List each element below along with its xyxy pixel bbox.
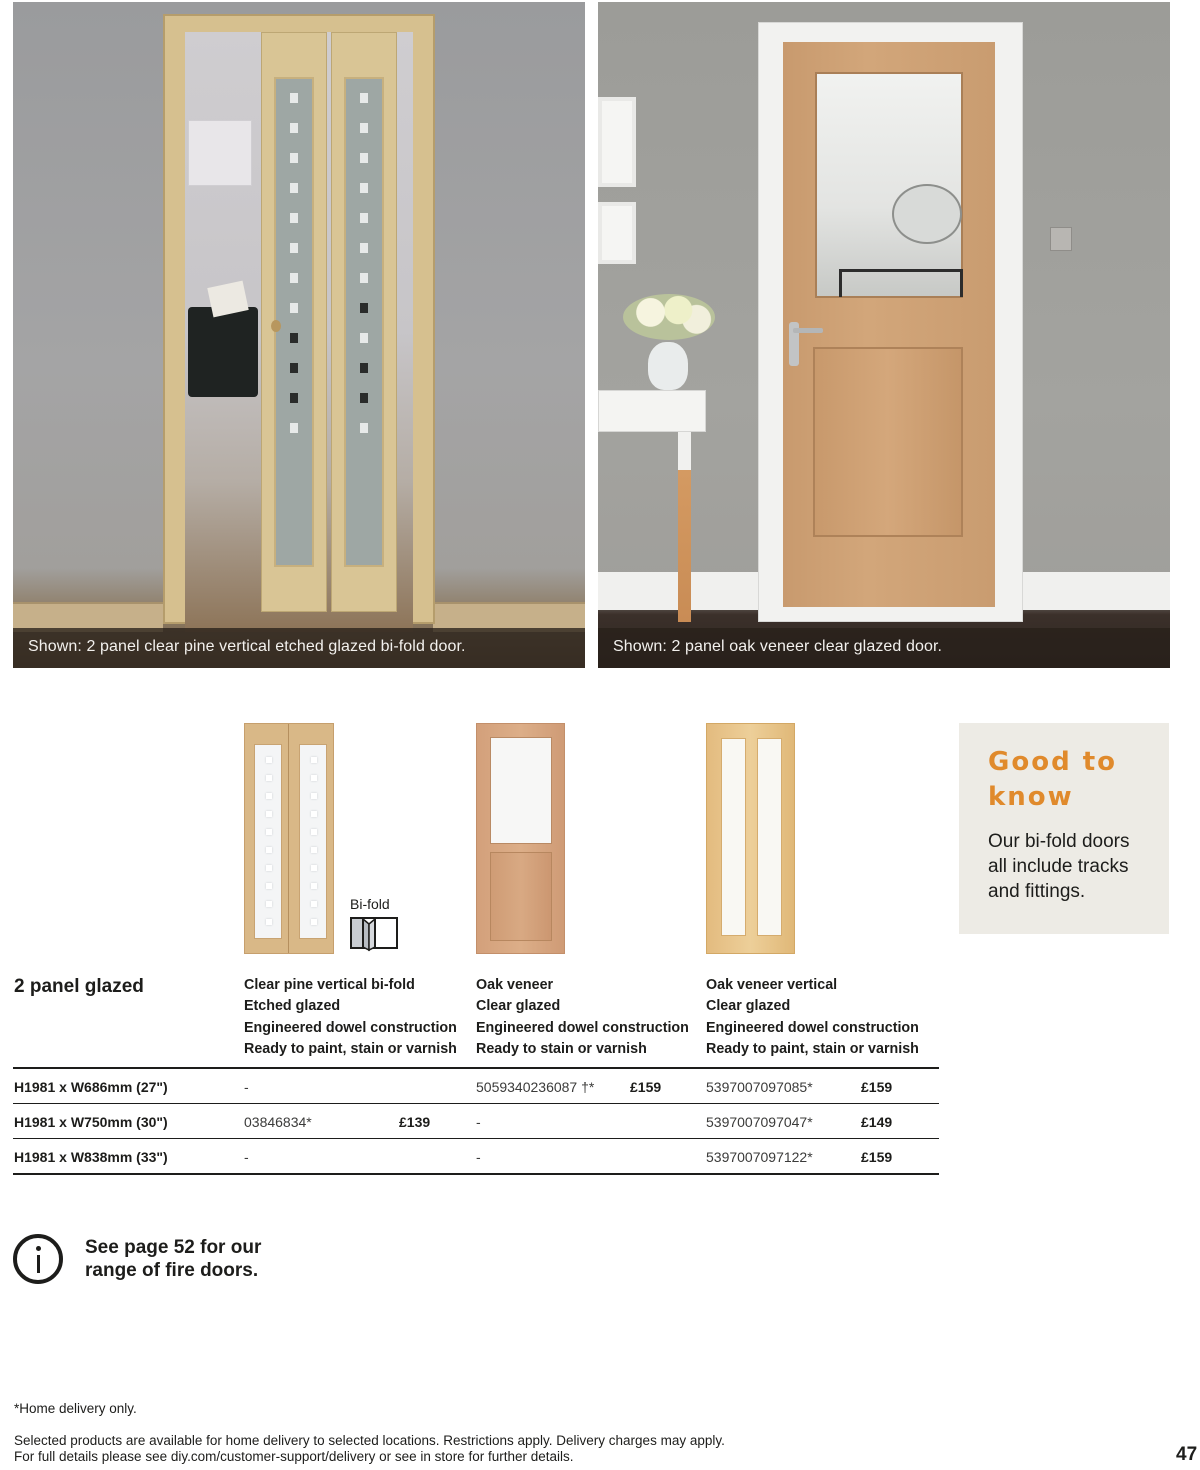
page-number: 47	[1176, 1444, 1198, 1465]
reflected-mirror	[892, 184, 962, 244]
product-code: 5397007097085*	[706, 1079, 813, 1095]
product-code: 5397007097122*	[706, 1149, 813, 1165]
size-price-table	[13, 1067, 939, 1175]
home-delivery-footnote: *Home delivery only.	[14, 1401, 137, 1416]
door-knob	[271, 320, 281, 332]
photo-caption: Shown: 2 panel oak veneer clear glazed door.	[598, 628, 1170, 668]
table-leg	[678, 432, 691, 622]
door-lower-panel	[813, 347, 963, 537]
reflected-table	[839, 269, 963, 297]
product-description: Clear pine vertical bi-fold Etched glazed Engineered dowel construction Ready to paint, stain or varnish	[244, 977, 457, 1057]
wall-picture	[598, 202, 636, 264]
good-to-know-body: Our bi-fold doors all include tracks and fittings.	[988, 831, 1130, 902]
size-label: H1981 x W838mm (33")	[14, 1149, 168, 1165]
table-row	[13, 1069, 939, 1104]
table-row	[13, 1139, 939, 1175]
product-code: 03846834*	[244, 1114, 312, 1130]
bifold-leaf-right	[331, 32, 397, 612]
oak-door	[783, 42, 995, 607]
price: £159	[630, 1079, 662, 1095]
product-image-oak-veneer	[476, 723, 565, 954]
photo-caption: Shown: 2 panel clear pine vertical etched glazed bi-fold door.	[13, 628, 585, 668]
fire-doors-note: See page 52 for our range of fire doors.	[85, 1237, 262, 1281]
skirting-board	[1023, 572, 1170, 610]
product-code: 5397007097047*	[706, 1114, 813, 1130]
wall-art	[188, 120, 252, 186]
door-handle-lever	[793, 328, 823, 333]
product-description: Oak veneer Clear glazed Engineered dowel construction Ready to stain or varnish	[476, 977, 689, 1057]
etched-glass-panel	[344, 77, 384, 567]
product-image-clear-pine-bifold	[244, 723, 334, 954]
price: £159	[861, 1079, 893, 1095]
wall-picture	[598, 97, 636, 187]
console-table	[598, 390, 706, 432]
range-title: 2 panel glazed	[14, 976, 144, 997]
flowers	[623, 294, 715, 340]
table-row	[13, 1104, 939, 1139]
sofa	[188, 307, 258, 397]
bifold-badge-label: Bi-fold	[350, 896, 390, 912]
size-label: H1981 x W686mm (27")	[14, 1079, 168, 1095]
clear-glass-panel	[815, 72, 963, 298]
price: £149	[861, 1114, 893, 1130]
good-to-know-box	[959, 723, 1169, 934]
bifold-door-photo	[13, 2, 585, 668]
product-code: -	[476, 1149, 481, 1165]
size-label: H1981 x W750mm (30")	[14, 1114, 168, 1130]
price: £159	[861, 1149, 893, 1165]
oak-door-photo	[598, 2, 1170, 668]
delivery-disclaimer: Selected products are available for home delivery to selected locations. Restrictions apply. Delivery charges may apply. For full details please see diy.com/customer-support/delivery or see in store for further details.	[14, 1433, 725, 1464]
info-icon	[13, 1234, 63, 1284]
light-switch	[1050, 227, 1072, 251]
product-description: Oak veneer vertical Clear glazed Engineered dowel construction Ready to paint, stain or varnish	[706, 977, 919, 1057]
product-image-oak-veneer-vertical	[706, 723, 795, 954]
bi-fold-door-icon	[350, 916, 398, 952]
vase	[648, 342, 688, 390]
good-to-know-title: Good to know	[988, 747, 1118, 812]
product-code: -	[244, 1149, 249, 1165]
product-code: -	[244, 1079, 249, 1095]
product-code: -	[476, 1114, 481, 1130]
product-code: 5059340236087 †*	[476, 1079, 595, 1095]
price: £139	[399, 1114, 431, 1130]
